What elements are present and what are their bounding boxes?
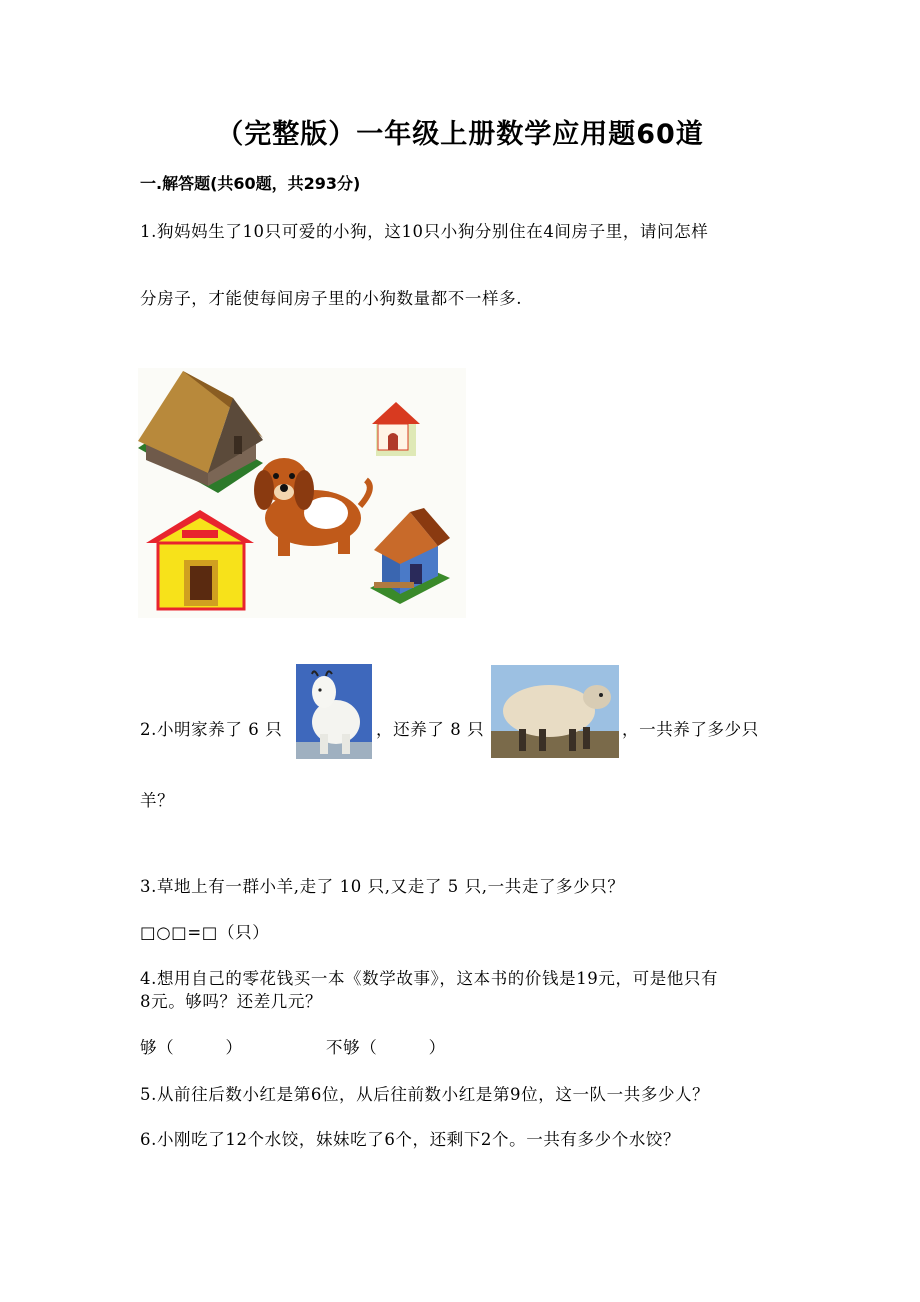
question-3-equation: □○□=□（只） <box>140 923 270 942</box>
question-2-line-2: 羊？ <box>140 791 175 810</box>
question-2-part-2: ，还养了 8 只 <box>376 720 485 739</box>
question-6-line-1: 6.小刚吃了12个水饺，妹妹吃了6个，还剩下2个。一共有多少个水饺？ <box>140 1130 681 1149</box>
question-3-line-1: 3.草地上有一群小羊,走了 10 只,又走了 5 只,一共走了多少只？ <box>140 877 625 896</box>
section-heading: 一.解答题(共60题，共293分) <box>140 174 361 193</box>
page-title: （完整版）一年级上册数学应用题60道 <box>216 119 704 150</box>
question-2-part-1: 2.小明家养了 6 只 <box>140 720 283 739</box>
question-2-part-3: ，一共养了多少只 <box>622 720 759 739</box>
sheep-picture <box>491 665 619 758</box>
question-5-line-1: 5.从前往后数小红是第6位，从后往前数小红是第9位，这一队一共多少人？ <box>140 1085 710 1104</box>
question-1-line-2: 分房子，才能使每间房子里的小狗数量都不一样多. <box>140 289 523 308</box>
question-4-not-enough-blank: 不够（ ） <box>326 1038 446 1057</box>
question-4-enough-blank: 够（ ） <box>140 1038 243 1057</box>
question-1-line-1: 1.狗妈妈生了10只可爱的小狗，这10只小狗分别住在4间房子里，请问怎样 <box>140 222 709 241</box>
houses-and-dog-picture <box>138 368 466 618</box>
question-4-line-2: 8元。够吗？还差几元？ <box>140 992 323 1011</box>
question-4-line-1: 4.想用自己的零花钱买一本《数学故事》，这本书的价钱是19元，可是他只有 <box>140 969 719 988</box>
white-goat-picture <box>296 664 372 759</box>
